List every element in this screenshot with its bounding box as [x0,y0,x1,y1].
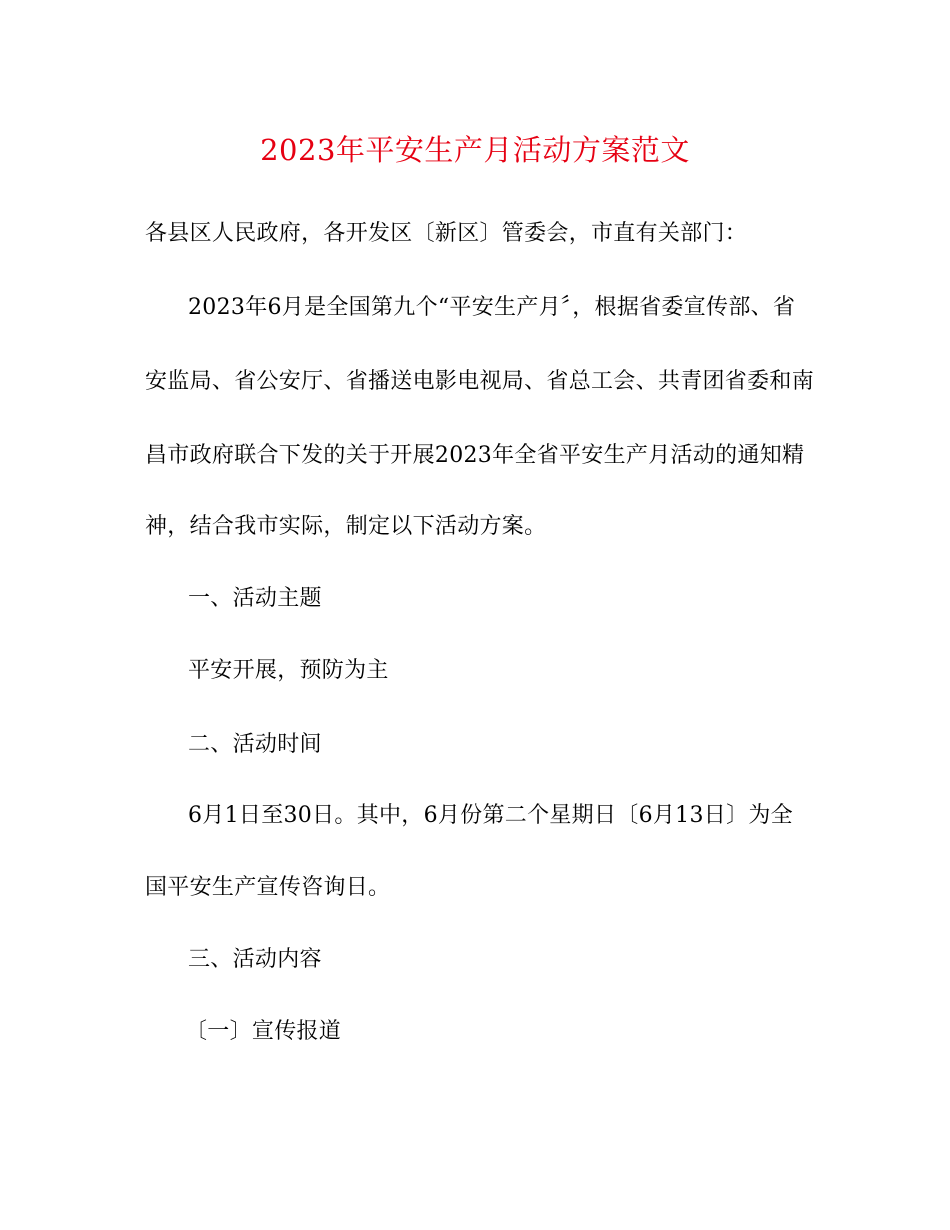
document-title: 2023年平安生产月活动方案范文 [260,133,690,167]
salutation: 各县区人民政府，各开发区〔新区〕管委会，市直有关部门： [145,221,748,246]
section-1-body: 平安开展，预防为主 [188,658,389,683]
intro-line-2: 安监局、省公安厅、省播送电影电视局、省总工会、共青团省委和南 [145,369,815,394]
section-2-line-2: 国平安生产宣传咨询日。 [145,875,391,900]
section-2-heading: 二、活动时间 [188,732,322,757]
section-3-heading: 三、活动内容 [188,947,322,972]
intro-line-3: 昌市政府联合下发的关于开展2023年全省平安生产月活动的通知精 [145,443,805,468]
section-2-line-1: 6月1日至30日。其中，6月份第二个星期日〔6月13日〕为全 [188,803,793,828]
intro-line-1: 2023年6月是全国第九个“平安生产月〞，根据省委宣传部、省 [188,295,796,320]
section-1-heading: 一、活动主题 [188,586,322,611]
intro-line-4: 神，结合我市实际，制定以下活动方案。 [145,514,547,539]
section-3-subheading-1: 〔一〕宣传报道 [185,1019,342,1044]
